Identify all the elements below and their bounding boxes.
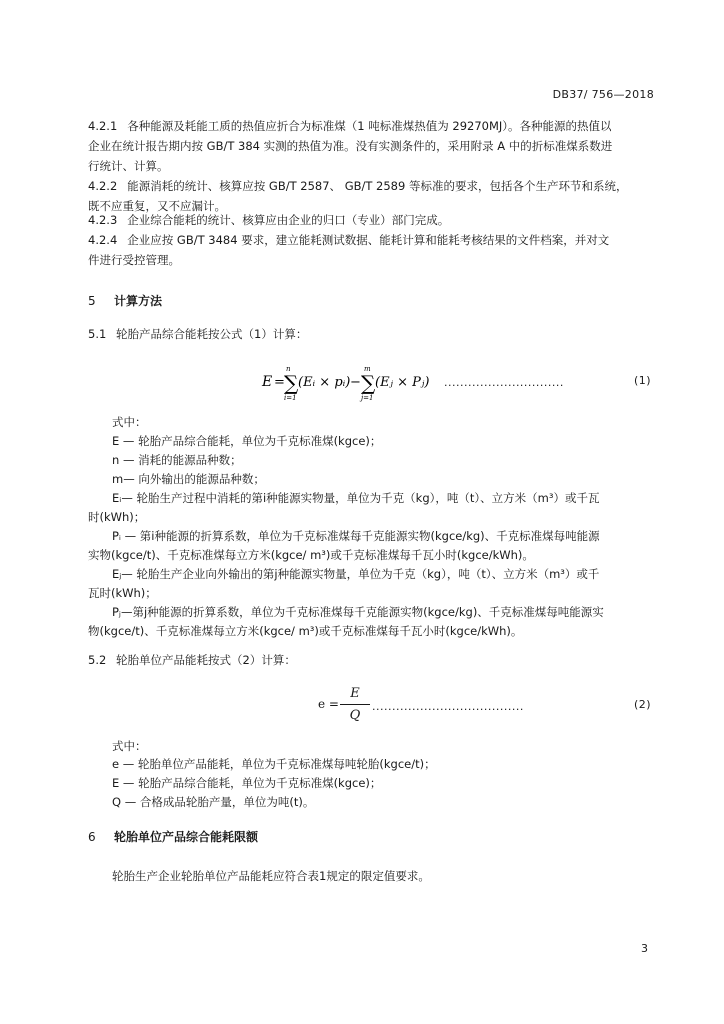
clause-text-line: 能源消耗的统计、核算应按 GB/T 2587、 GB/T 2589 等标准的要求，包括各个生产环节和系统， — [127, 179, 628, 193]
fraction-bar — [340, 704, 370, 705]
definition-line: e — 轮胎单位产品能耗，单位为千克标准煤每吨轮胎(kgce/t)； — [112, 757, 436, 771]
definition-line: 物(kgce/t)、千克标准煤每立方米(kgce/ m³)或千克标准煤每千瓦小时(kgce/kWh)。 — [88, 624, 523, 638]
definition-line: 瓦时(kWh)； — [88, 586, 157, 600]
section-title: 计算方法 — [114, 294, 163, 308]
formula-1 — [260, 360, 440, 406]
clause-text-line: 行统计、计算。 — [88, 159, 169, 173]
clause-text-line: 企业综合能耗的统计、核算应由企业的归口（专业）部门完成。 — [127, 213, 450, 227]
page-number: 3 — [641, 942, 648, 955]
formula-term-2: (Eⱼ × Pⱼ) — [375, 375, 430, 390]
definition-line: 时(kWh)； — [88, 510, 146, 524]
clause-text-line: 企业在统计报告期内按 GB/T 384 实测的热值为准。没有实测条件的，采用附录 A 中的折标准煤系数进 — [88, 139, 613, 153]
section-number: 5 — [88, 294, 96, 308]
definition-line: Q — 合格成品轮胎产量，单位为吨(t)。 — [112, 795, 315, 809]
where-label: 式中： — [112, 739, 147, 753]
formula-lhs: E — [262, 374, 273, 390]
summation-sign: ∑ — [284, 371, 299, 395]
document-code: DB37/ 756—2018 — [552, 88, 654, 101]
fraction-numerator: E — [350, 686, 360, 701]
section-number: 6 — [88, 830, 96, 844]
definition-line: n — 消耗的能源品种数； — [112, 453, 242, 467]
sum-lower-limit: j=1 — [361, 394, 374, 402]
clause-text-line: 各种能源及耗能工质的热值应折合为标准煤（1 吨标准煤热值为 29270MJ）。各种能源的热值以 — [127, 119, 612, 133]
formula-leader-dots: ...................................... — [372, 700, 524, 713]
section-6-heading — [88, 828, 258, 845]
definition-line: Pⱼ—第j种能源的折算系数，单位为千克标准煤每千克能源实物(kgce/kg)、千克标准煤每吨能源实 — [112, 605, 604, 619]
clause-text-line: 件进行受控管理。 — [88, 253, 180, 267]
definition-line: 实物(kgce/t)、千克标准煤每立方米(kgce/ m³)或千克标准煤每千瓦小时(kgce/kWh)。 — [88, 548, 534, 562]
definition-line: E — 轮胎产品综合能耗，单位为千克标准煤(kgce)； — [112, 776, 382, 790]
formula-minus: − — [350, 375, 361, 390]
formula-equals: = — [274, 375, 285, 390]
definition-line: Eⱼ— 轮胎生产企业向外输出的第j种能源实物量，单位为千克（kg），吨（t）、立方米（m³）或千 — [112, 567, 600, 581]
subsection-5-1 — [88, 326, 307, 342]
section-6-paragraph: 轮胎生产企业轮胎单位产品能耗应符合表1规定的限定值要求。 — [112, 869, 430, 883]
clause-number: 4.2.1 — [88, 119, 118, 133]
clause-4-2-1 — [88, 116, 664, 176]
section-5-heading — [88, 292, 162, 309]
definition-line: Eᵢ— 轮胎生产过程中消耗的第i种能源实物量，单位为千克（kg），吨（t）、立方米（m³）或千瓦 — [112, 491, 600, 505]
definition-line: m— 向外输出的能源品种数； — [112, 472, 265, 486]
definition-line: E — 轮胎产品综合能耗，单位为千克标准煤(kgce)； — [112, 434, 382, 448]
clause-number: 4.2.2 — [88, 179, 118, 193]
formula-number: (2) — [634, 698, 652, 711]
subsection-text: 轮胎单位产品能耗按式（2）计算： — [116, 653, 296, 667]
clause-number: 4.2.3 — [88, 213, 118, 227]
subsection-text: 轮胎产品综合能耗按公式（1）计算： — [116, 327, 308, 341]
formula-leader-dots: .............................. — [444, 376, 564, 389]
sum-upper-limit: m — [364, 365, 371, 373]
clause-text-line: 企业应按 GB/T 3484 要求，建立能耗测试数据、能耗计算和能耗考核结果的文件档案，并对文 — [127, 233, 610, 247]
sum-upper-limit: n — [286, 365, 291, 373]
formula-2-fraction — [340, 686, 370, 723]
where-label: 式中： — [112, 415, 147, 429]
sum-lower-limit: i=1 — [284, 394, 297, 402]
clause-4-2-3 — [88, 210, 664, 230]
fraction-denominator: Q — [349, 708, 361, 723]
section-title: 轮胎单位产品综合能耗限额 — [114, 830, 259, 844]
subsection-5-2 — [88, 652, 296, 668]
formula-2-lhs: e = — [318, 697, 339, 711]
formula-term-1: (Eᵢ × pᵢ) — [298, 375, 351, 390]
formula-number: (1) — [634, 374, 652, 387]
clause-number: 4.2.4 — [88, 233, 118, 247]
definition-line: Pᵢ — 第i种能源的折算系数，单位为千克标准煤每千克能源实物(kgce/kg)、千克标准煤每吨能源 — [112, 529, 600, 543]
subsection-number: 5.2 — [88, 653, 107, 667]
summation-sign: ∑ — [361, 371, 376, 395]
clause-text-line: 既不应重复，又不应漏计。 — [88, 199, 226, 213]
clause-4-2-4 — [88, 230, 664, 270]
subsection-number: 5.1 — [88, 327, 107, 341]
